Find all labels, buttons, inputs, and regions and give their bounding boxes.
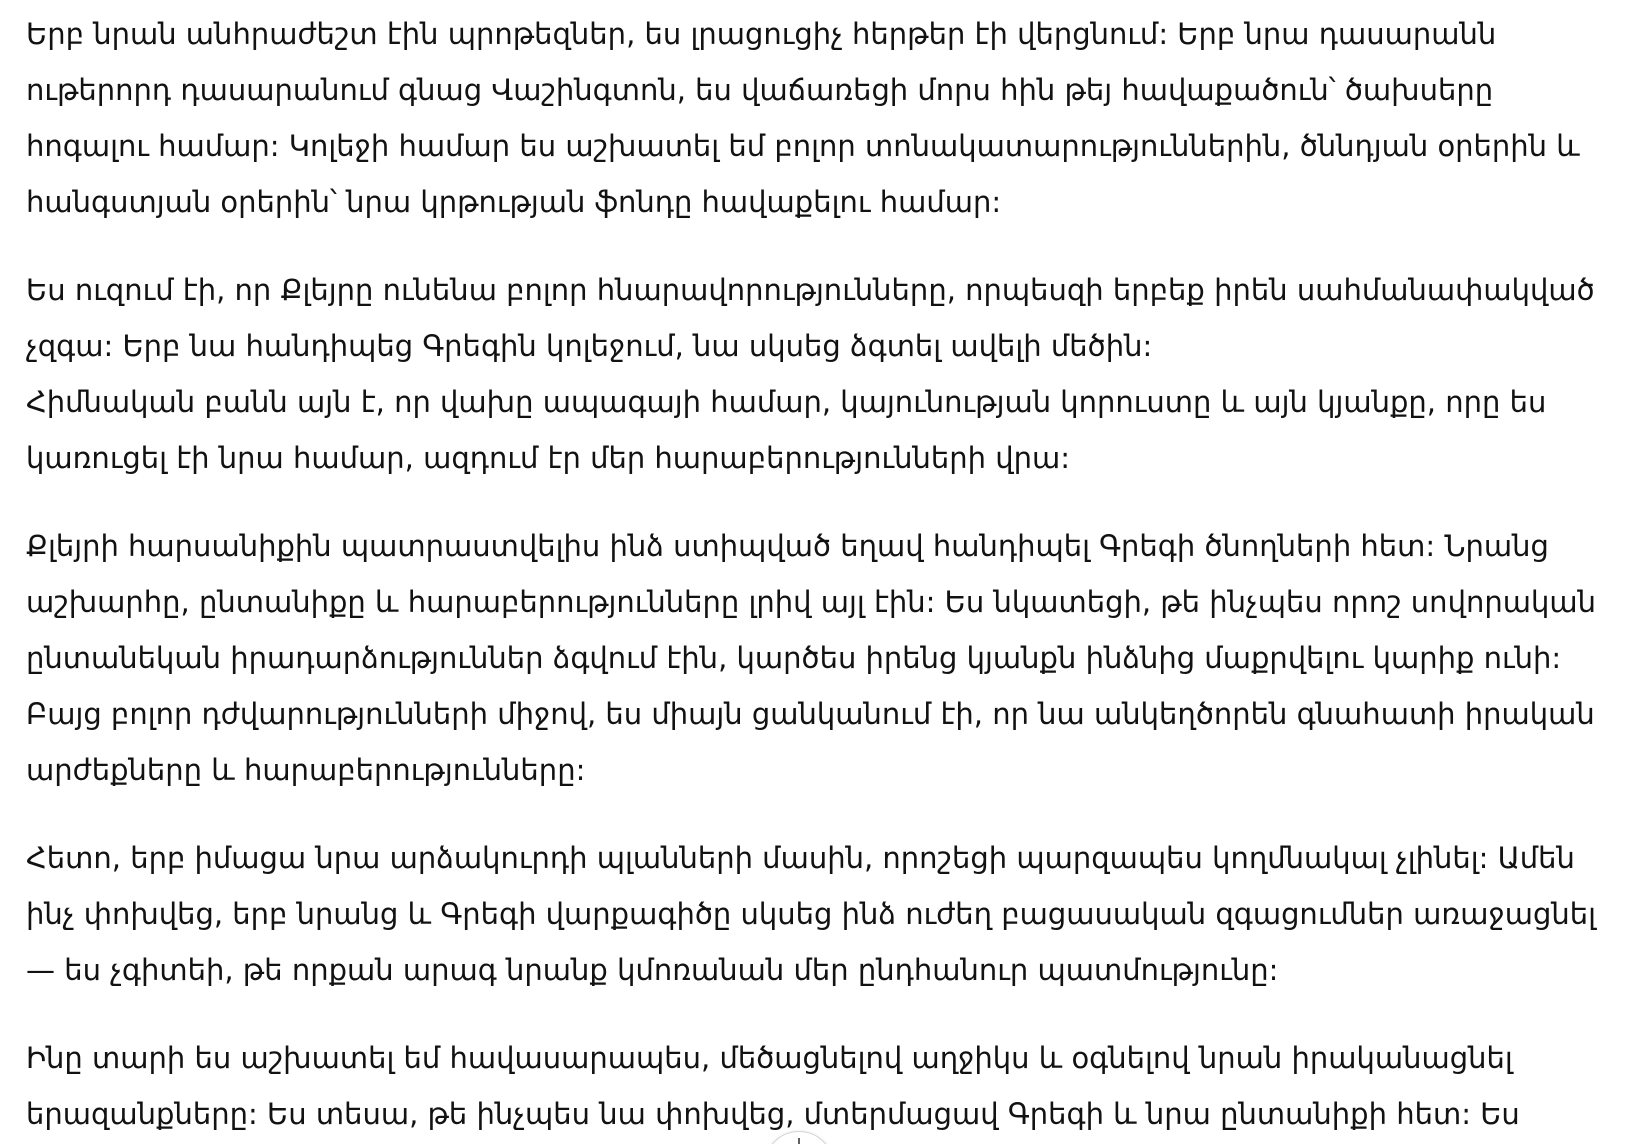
text-line: արժեքները և հարաբերությունները: [26,753,586,787]
arrow-down-icon [798,1138,800,1144]
text-line: Հիմնական բանն այն է, որ վախը ապագայի համար, կայունության կորուստը և այն կյանքը, որը ես [26,385,1547,419]
paragraph [26,262,1616,486]
text-line: — ես չգիտեի, թե որքան արագ նրանք կմոռանան մեր ընդհանուր պատմությունը: [26,953,1279,987]
text-line: Հետո, երբ իմացա նրա արձակուրդի պլանների մասին, որոշեցի պարզապես կողմնակալ չլինել: Ամեն [26,841,1575,875]
paragraph [26,1030,1616,1142]
article-body [26,6,1616,1144]
text-line: չզգա: Երբ նա հանդիպեց Գրեգին կոլեջում, նա սկսեց ձգտել ավելի մեծին: [26,329,1153,363]
text-line: երազանքները: Ես տեսա, թե ինչպես նա փոխվեց, մտերմացավ Գրեգի և նրա ընտանիքի հետ: Ես [26,1097,1520,1131]
paragraph [26,830,1616,998]
text-line: ինչ փոխվեց, երբ նրանց և Գրեգի վարքագիծը սկսեց ինձ ուժեղ բացասական զգացումներ առաջացնել [26,897,1596,931]
text-line: աշխարհը, ընտանիքը և հարաբերությունները լրիվ այլ էին: Ես նկատեցի, թե ինչպես որոշ սովորական [26,585,1596,619]
text-line: ընտանեկան իրադարձություններ ձգվում էին, կարծես իրենց կյանքն ինձնից մաքրվելու կարիք ունի: [26,641,1562,675]
paragraph [26,518,1616,798]
paragraph [26,6,1616,230]
text-line: Ես ուզում էի, որ Քլեյրը ունենա բոլոր հնարավորությունները, որպեսզի երբեք իրեն սահմանափակված [26,273,1595,307]
text-line: Քլեյրի հարսանիքին պատրաստվելիս ինձ ստիպված եղավ հանդիպել Գրեգի ծնողների հետ: Նրանց [26,529,1549,563]
text-line: Ինը տարի ես աշխատել եմ հավասարապես, մեծացնելով աղջիկս և օգնելով նրան իրականացնել [26,1041,1513,1075]
text-line: հոգալու համար: Կոլեջի համար ես աշխատել եմ բոլոր տոնակատարություններին, ծննդյան օրերին և [26,129,1580,163]
text-line: հանգստյան օրերին՝ նրա կրթության ֆոնդը հավաքելու համար: [26,185,1002,219]
text-line: ութերորդ դասարանում գնաց Վաշինգտոն, ես վաճառեցի մորս հին թեյ հավաքածուն՝ ծախսերը [26,73,1494,107]
text-line: Երբ նրան անհրաժեշտ էին պրոթեզներ, ես լրացուցիչ հերթեր էի վերցնում: Երբ նրա դասարանն [26,17,1497,51]
text-line: Բայց բոլոր դժվարությունների միջով, ես միայն ցանկանում էի, որ նա անկեղծորեն գնահատի իրական [26,697,1595,731]
text-line: կառուցել էի նրա համար, ազդում էր մեր հարաբերությունների վրա: [26,441,1070,475]
